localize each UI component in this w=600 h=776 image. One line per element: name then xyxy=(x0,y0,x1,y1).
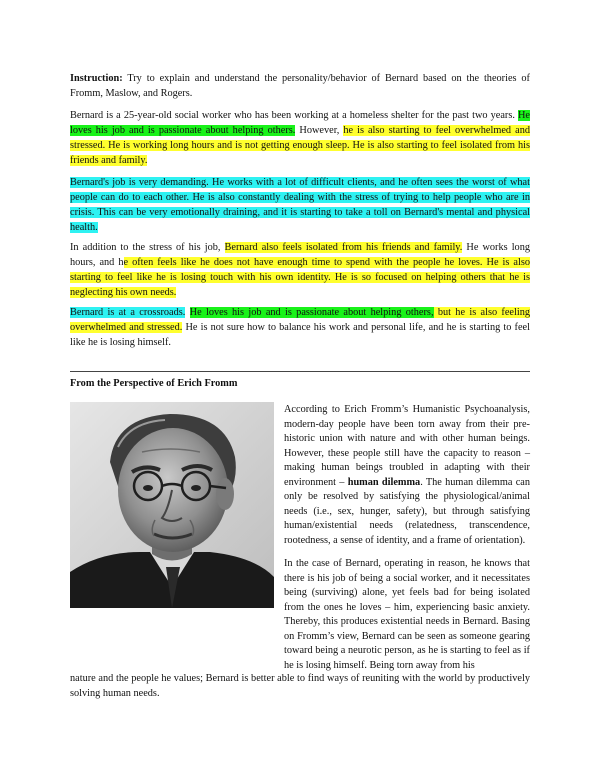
highlight-yellow: Bernard also feels isolated from his friends and family. xyxy=(224,242,463,253)
text-span xyxy=(185,307,189,318)
text-span: He works long hours, and h xyxy=(70,242,530,268)
instruction-text: Try to explain and understand the personality/behavior of Bernard based on the theories of Fromm, Maslow, and Rogers. xyxy=(70,73,530,99)
bernard-intro-paragraph xyxy=(70,108,530,168)
text-span: In the case of Bernard, operating in reason, he knows that there is his job of being a social worker, and it necessitates being (surviving) alone, yet feels bad for being isolated from the ones he loves – him, experiencing basic anxiety. Thereby, this produces existential needs in Bernard. Basing on Fromm’s view, Bernard can be seen as someone gearing toward being a neurotic person, as he is starting to feel as if he is losing himself. Being torn away from his xyxy=(284,558,530,671)
highlight-yellow: but he is also feeling overwhelmed and stressed. xyxy=(70,307,530,333)
section-divider xyxy=(70,371,530,372)
text-span: nature and the people he values; Bernard is better able to find ways of reuniting with the world by productively solving human needs. xyxy=(70,673,530,699)
crossroads-paragraph xyxy=(70,305,530,350)
job-demands-paragraph xyxy=(70,175,530,235)
highlight-yellow: e often feels like he does not have enough time to spend with the people he loves. He is also starting to feel like he is losing touch with his own identity. He is so focused on helping others that he is neglecting his own needs. xyxy=(70,257,530,298)
highlight-cyan: Bernard is at a crossroads. xyxy=(70,307,186,318)
section-heading: From the Perspective of Erich Fromm xyxy=(70,378,238,389)
text-span: He is not sure how to balance his work and personal life, and he is starting to feel like he is losing himself. xyxy=(70,322,530,348)
instruction-paragraph xyxy=(70,71,530,101)
text-span: However, xyxy=(295,125,344,136)
fromm-application-paragraph-continued xyxy=(70,672,530,701)
isolation-paragraph xyxy=(70,240,530,300)
text-span: According to Erich Fromm’s Humanistic Psychoanalysis, modern-day people have been torn away from their pre-historic union with nature and with other human beings. However, these people still have the capacity to reason – making human beings troubled in adapting with their environment – xyxy=(284,404,530,488)
erich-fromm-portrait xyxy=(70,402,274,608)
fromm-application-paragraph xyxy=(284,557,530,673)
highlight-cyan: Bernard's job is very demanding. xyxy=(70,177,209,188)
text-span: In addition to the stress of his job, xyxy=(70,242,225,253)
highlight-cyan: He works with a lot of difficult clients, and he often sees the worst of what people can do to each other. He is also constantly dealing with the stress of trying to help people who are in crisis. This can be very emotionally draining, and it is starting to take a toll on Bernard's mental and physical health. xyxy=(70,177,530,233)
human-dilemma-term: human dilemma xyxy=(347,476,421,488)
highlight-yellow: he is also starting to feel overwhelmed and stressed. He is working long hours and is not getting enough sleep. He is also starting to feel isolated from his friends and family. xyxy=(70,125,530,166)
highlight-green: He loves his job and is passionate about helping others. xyxy=(70,110,530,136)
instruction-label: Instruction: xyxy=(70,73,123,84)
portrait-image xyxy=(70,402,274,608)
highlight-green: He loves his job and is passionate about helping others, xyxy=(189,307,434,318)
text-span: . The human dilemma can only be resolved by satisfying the physiological/animal needs (i.e., sex, hunger, safety), but through satisfying human/existential needs (relatedness, transcendence, rootedness, a sense of identity, and a frame of orientation). xyxy=(284,476,530,546)
text-span: Bernard is a 25-year-old social worker who has been working at a homeless shelter for the past two years. xyxy=(70,110,518,121)
fromm-theory-paragraph xyxy=(284,403,530,548)
